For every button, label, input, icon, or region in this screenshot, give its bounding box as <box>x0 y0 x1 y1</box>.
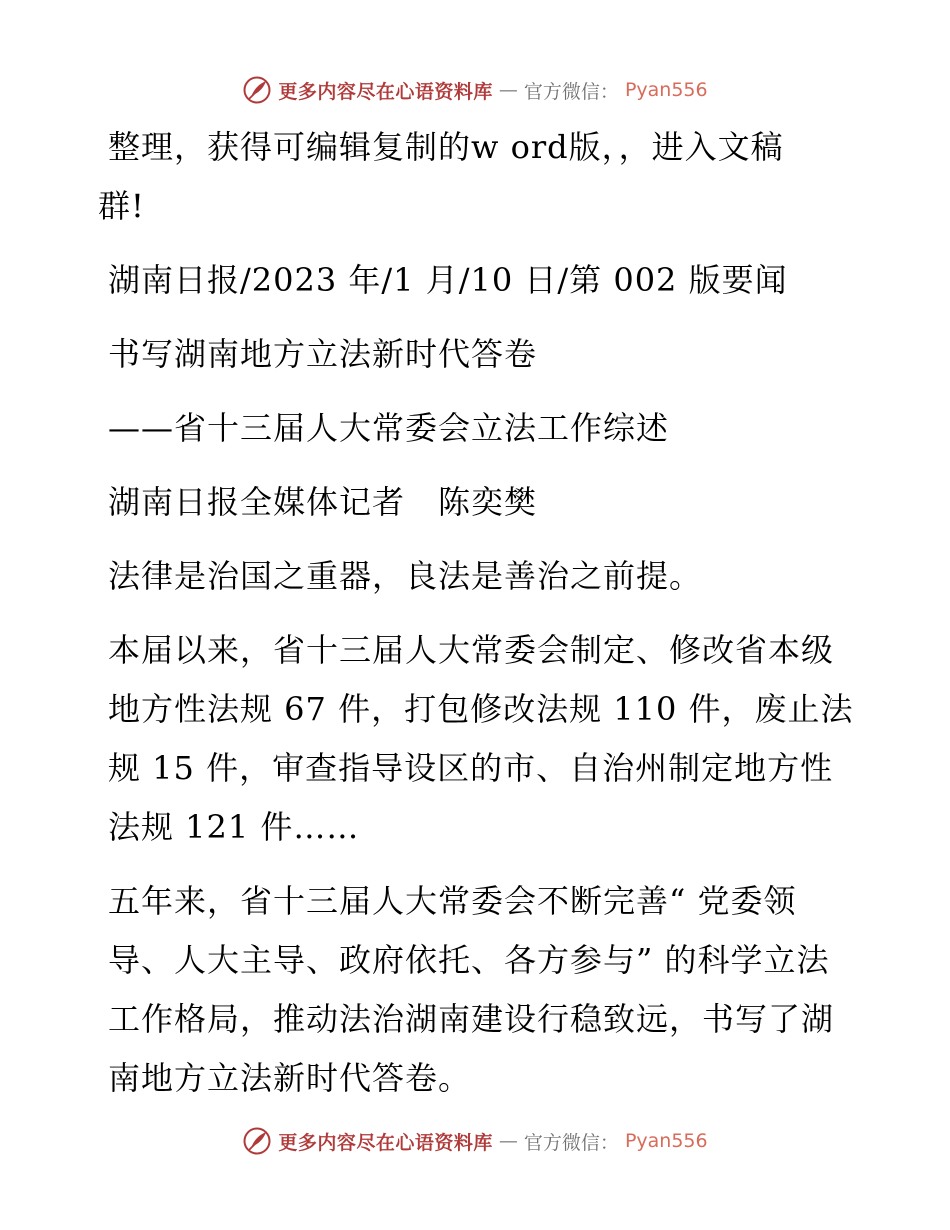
watermark-separator: — <box>498 79 518 101</box>
feather-quill-icon <box>242 75 272 105</box>
watermark-brand-text: 更多内容尽在心语资料库 <box>278 80 493 103</box>
feather-quill-icon <box>242 1126 272 1156</box>
subheadline: ——省十三届人大常委会立法工作综述 <box>108 409 670 447</box>
watermark-wechat-handle: Pyan556 <box>624 79 708 101</box>
paragraph-1: 法律是治国之重器，良法是善治之前提。 <box>108 557 703 595</box>
header-watermark <box>0 73 950 107</box>
watermark-wechat-label: 官方微信： <box>523 80 619 103</box>
watermark-wechat-label: 官方微信： <box>523 1131 619 1154</box>
intro-line-continued: 群! <box>98 187 145 225</box>
watermark-wechat-handle: Pyan556 <box>624 1130 708 1152</box>
headline: 书写湖南地方立法新时代答卷 <box>108 335 538 373</box>
byline: 湖南日报全媒体记者 陈奕樊 <box>108 483 538 521</box>
footer-watermark <box>0 1124 950 1158</box>
intro-line: 整理，获得可编辑复制的w ord版，，进入文稿 <box>108 128 784 166</box>
source-line: 湖南日报/2023 年/1 月/10 日/第 002 版要闻 <box>108 261 788 299</box>
paragraph-2: 本届以来，省十三届人大常委会制定、修改省本级地方性法规 67 件，打包修改法规 110 件，废止法规 15 件，审查指导设区的市、自治州制定地方性法规 121 件…… <box>108 631 854 846</box>
watermark-separator: — <box>498 1130 518 1152</box>
paragraph-3: 五年来，省十三届人大常委会不断完善“ 党委领导、人大主导、政府依托、各方参与” 的科学立法工作格局，推动法治湖南建设行稳致远，书写了湖南地方立法新时代答卷。 <box>108 882 835 1097</box>
watermark-brand-text: 更多内容尽在心语资料库 <box>278 1131 493 1154</box>
document-body <box>98 118 858 1108</box>
